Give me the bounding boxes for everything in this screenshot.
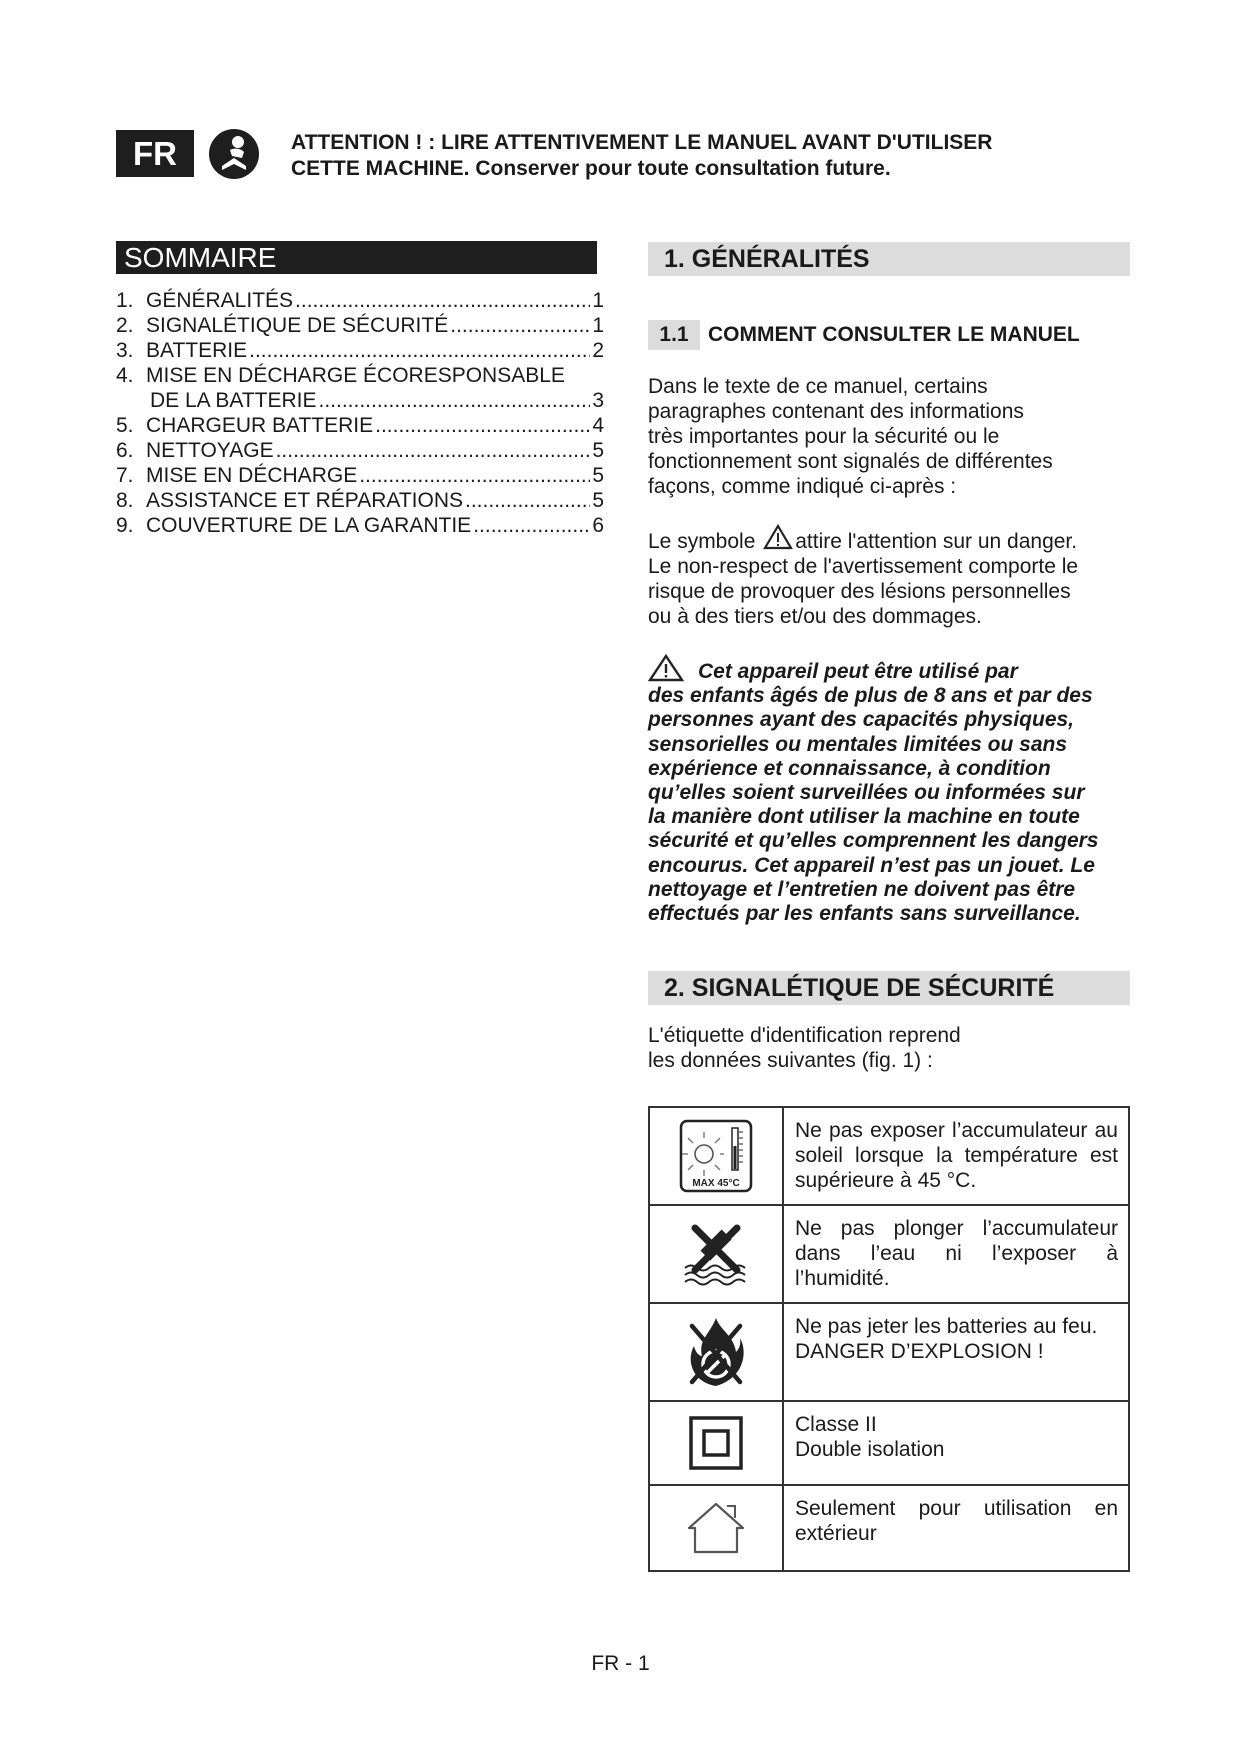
toc-item[interactable] bbox=[116, 363, 604, 388]
toc-item-page: 5 bbox=[592, 489, 604, 512]
max-temperature-label: MAX 45°C bbox=[692, 1178, 740, 1189]
warning-triangle-icon bbox=[763, 524, 793, 550]
toc-item-number: 1. bbox=[116, 289, 134, 312]
toc-list bbox=[116, 288, 604, 538]
toc-item[interactable] bbox=[116, 413, 604, 438]
label-intro-line: les données suivantes (fig. 1) : bbox=[648, 1049, 933, 1072]
page-number: FR - 1 bbox=[591, 1652, 650, 1675]
table-row bbox=[649, 1205, 1129, 1303]
toc-item-label: GÉNÉRALITÉS bbox=[146, 289, 294, 312]
toc-item[interactable] bbox=[116, 288, 604, 313]
table-icon-cell bbox=[649, 1107, 783, 1205]
toc-title: SOMMAIRE bbox=[116, 241, 597, 274]
attention-notice bbox=[291, 130, 1111, 182]
toc-item-page: 6 bbox=[592, 514, 604, 537]
toc-item-number: 2. bbox=[116, 314, 134, 337]
symbol-line: ou à des tiers et/ou des dommages. bbox=[648, 605, 982, 628]
toc-item[interactable] bbox=[116, 438, 604, 463]
toc-item-page: 4 bbox=[592, 414, 604, 437]
toc-item[interactable] bbox=[116, 313, 604, 338]
table-row bbox=[649, 1401, 1129, 1485]
warning-line: qu’elles soient surveillées ou informées sur bbox=[648, 781, 1085, 805]
toc-item-label: BATTERIE bbox=[146, 339, 248, 362]
table-text-line: Double isolation bbox=[795, 1438, 945, 1461]
toc-item-number: 4. bbox=[116, 364, 134, 387]
attention-line-1: ATTENTION ! : LIRE ATTENTIVEMENT LE MANUEL AVANT D'UTILISER bbox=[291, 131, 993, 154]
toc-item-continued[interactable] bbox=[116, 388, 604, 413]
warning-line: effectués par les enfants sans surveillance. bbox=[648, 902, 1081, 926]
toc-item-label: MISE EN DÉCHARGE ÉCORESPONSABLE bbox=[146, 364, 565, 387]
table-row bbox=[649, 1485, 1129, 1571]
toc-item-number: 6. bbox=[116, 439, 134, 462]
table-row bbox=[649, 1107, 1129, 1205]
label-intro-paragraph bbox=[648, 1023, 1118, 1073]
toc-item-page: 1 bbox=[592, 314, 604, 337]
toc-item-page: 5 bbox=[592, 439, 604, 462]
toc-item-label: COUVERTURE DE LA GARANTIE bbox=[146, 514, 472, 537]
symbol-line: Le non-respect de l'avertissement comporte le bbox=[648, 555, 1079, 578]
toc-item-label: NETTOYAGE bbox=[146, 439, 274, 462]
warning-line: nettoyage et l’entretien ne doivent pas être bbox=[648, 877, 1076, 901]
toc-item[interactable] bbox=[116, 488, 604, 513]
table-icon-cell bbox=[649, 1303, 783, 1401]
toc-item-number: 9. bbox=[116, 514, 134, 537]
toc-item-label: CHARGEUR BATTERIE bbox=[146, 414, 374, 437]
no-water-icon bbox=[681, 1218, 751, 1290]
subsection-title: COMMENT CONSULTER LE MANUEL bbox=[708, 323, 1080, 346]
double-insulation-icon bbox=[688, 1415, 744, 1471]
table-text-cell: Ne pas plonger l’accumulateur dans l’eau ni l’exposer à l’humidité. bbox=[783, 1205, 1129, 1303]
safety-symbols-table bbox=[648, 1106, 1130, 1572]
warning-line: des enfants âgés de plus de 8 ans et par des bbox=[648, 684, 1093, 708]
toc-item-number: 3. bbox=[116, 339, 134, 362]
intro-line: façons, comme indiqué ci-après : bbox=[648, 475, 957, 498]
toc-item-label: ASSISTANCE ET RÉPARATIONS bbox=[146, 489, 464, 512]
label-intro-line: L'étiquette d'identification reprend bbox=[648, 1024, 961, 1047]
warning-triangle-icon bbox=[648, 654, 684, 682]
symbol-line bbox=[648, 524, 1128, 554]
table-text-line: Ne pas jeter les batteries au feu. bbox=[795, 1315, 1098, 1338]
table-text-line: Classe II bbox=[795, 1413, 877, 1436]
language-badge: FR bbox=[116, 130, 194, 177]
read-manual-icon bbox=[208, 128, 260, 180]
warning-line: sensorielles ou mentales limitées ou sans bbox=[648, 732, 1068, 756]
toc-item[interactable] bbox=[116, 338, 604, 363]
warning-text: Cet appareil peut être utilisé par bbox=[698, 660, 1018, 683]
warning-line bbox=[648, 654, 1138, 684]
subsection-1-1-heading bbox=[648, 320, 1080, 350]
toc-item-label: DE LA BATTERIE bbox=[150, 389, 317, 412]
symbol-line: risque de provoquer des lésions personnelles bbox=[648, 580, 1071, 603]
table-icon-cell bbox=[649, 1205, 783, 1303]
intro-line: Dans le texte de ce manuel, certains bbox=[648, 375, 988, 398]
symbol-text-after: attire l'attention sur un danger. bbox=[795, 530, 1078, 553]
toc-item-page: 2 bbox=[592, 339, 604, 362]
subsection-number: 1.1 bbox=[648, 320, 700, 350]
toc-item-label: MISE EN DÉCHARGE bbox=[146, 464, 358, 487]
table-icon-cell bbox=[649, 1485, 783, 1571]
table-text-cell: Ne pas exposer l’accumulateur au soleil lorsque la température est supérieure à 45 °C. bbox=[783, 1107, 1129, 1205]
toc-item[interactable] bbox=[116, 513, 604, 538]
intro-line: paragraphes contenant des informations bbox=[648, 400, 1024, 423]
toc-item-number: 5. bbox=[116, 414, 134, 437]
warning-line: encourus. Cet appareil n’est pas un jouet. Le bbox=[648, 853, 1095, 877]
table-text-cell bbox=[783, 1401, 1129, 1485]
table-row bbox=[649, 1303, 1129, 1401]
table-icon-cell bbox=[649, 1401, 783, 1485]
toc-item-page: 1 bbox=[592, 289, 604, 312]
warning-line: sécurité et qu’elles comprennent les dangers bbox=[648, 829, 1099, 853]
table-text-cell bbox=[783, 1303, 1129, 1401]
sun-max-temperature-icon bbox=[678, 1118, 754, 1194]
toc-item[interactable] bbox=[116, 463, 604, 488]
outdoor-use-icon bbox=[685, 1500, 747, 1556]
section-2-title: 2. SIGNALÉTIQUE DE SÉCURITÉ bbox=[648, 971, 1130, 1005]
toc-item-page: 3 bbox=[592, 389, 604, 412]
child-safety-warning bbox=[648, 654, 1138, 926]
toc-item-number: 8. bbox=[116, 489, 134, 512]
symbol-text-before: Le symbole bbox=[648, 530, 756, 553]
warning-line: personnes ayant des capacités physiques, bbox=[648, 708, 1075, 732]
attention-line-2: CETTE MACHINE. Conserver pour toute consultation future. bbox=[291, 157, 891, 180]
intro-paragraph bbox=[648, 374, 1118, 499]
toc-item-page: 5 bbox=[592, 464, 604, 487]
no-fire-icon bbox=[686, 1316, 746, 1388]
toc-item-label: SIGNALÉTIQUE DE SÉCURITÉ bbox=[146, 314, 449, 337]
intro-line: fonctionnement sont signalés de différentes bbox=[648, 450, 1053, 473]
table-text-line: DANGER D’EXPLOSION ! bbox=[795, 1340, 1044, 1363]
warning-line: la manière dont utiliser la machine en toute bbox=[648, 805, 1080, 829]
section-1-title: 1. GÉNÉRALITÉS bbox=[648, 242, 1130, 276]
warning-line: expérience et connaissance, à condition bbox=[648, 756, 1051, 780]
symbol-paragraph bbox=[648, 524, 1128, 629]
table-text-cell: Seulement pour utilisation en extérieur bbox=[783, 1485, 1129, 1571]
intro-line: très importantes pour la sécurité ou le bbox=[648, 425, 1000, 448]
toc-item-number: 7. bbox=[116, 464, 134, 487]
